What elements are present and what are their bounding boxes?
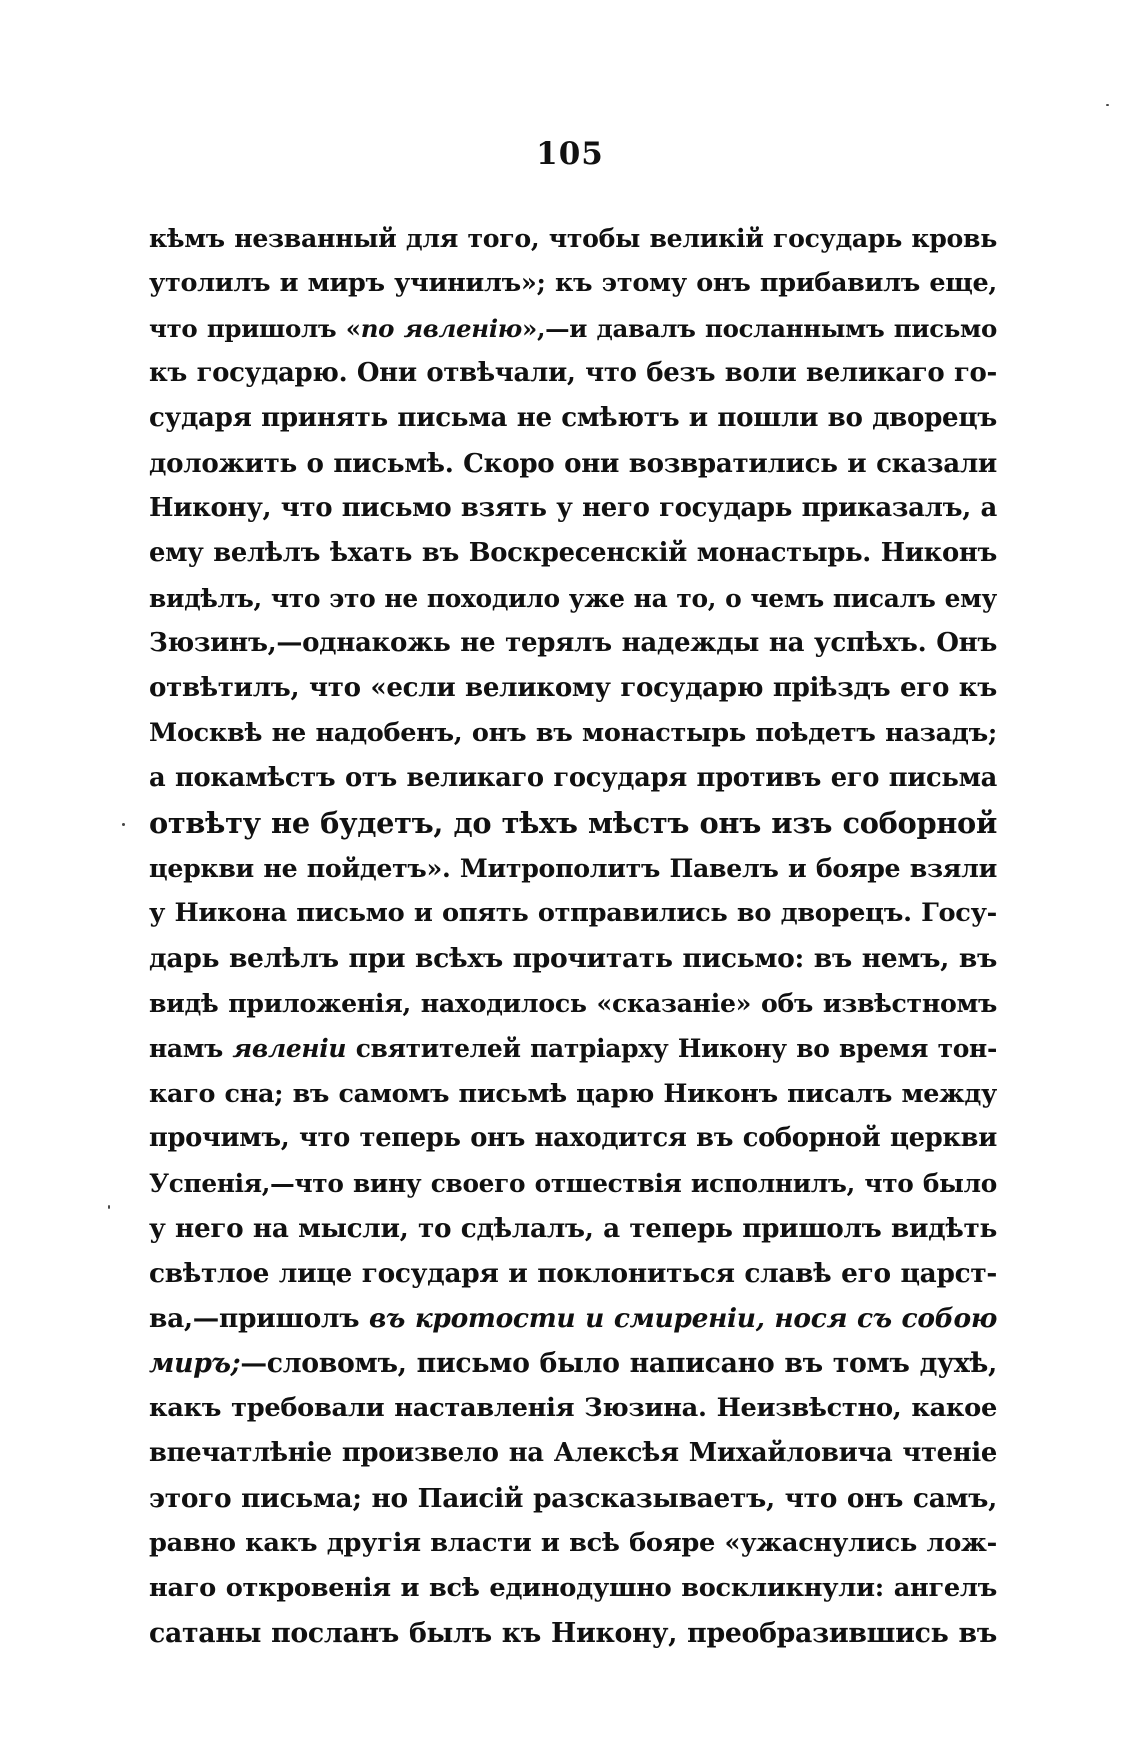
text-line	[149, 261, 997, 306]
scan-speck	[108, 1205, 110, 1209]
text-line	[149, 1611, 997, 1656]
text-run: —словомъ, письмо было написано въ томъ духѣ,	[240, 1348, 997, 1379]
text-run: ему велѣлъ ѣхать въ Воскресенскій монастырь. Никонъ	[149, 538, 997, 568]
text-run: впечатлѣніе произвело на Алексѣя Михайловича чтеніе	[149, 1438, 997, 1468]
text-line	[149, 1431, 997, 1476]
text-run: кѣмъ незванный для того, чтобы великій государь кровь	[149, 223, 997, 253]
text-line	[149, 1476, 997, 1521]
text-run: этого письма; но Паисій разсказываетъ, что онъ самъ,	[149, 1483, 997, 1514]
text-run: Успенія,—что вину своего отшествія исполнилъ, что было	[149, 1169, 997, 1198]
text-line	[149, 1071, 997, 1116]
text-run: прочимъ, что теперь онъ находится въ соборной церкви	[149, 1123, 997, 1153]
text-line	[149, 486, 997, 531]
text-run: что пришолъ «	[149, 314, 361, 343]
text-line	[149, 1341, 997, 1386]
text-run: какъ требовали наставленія Зюзина. Неизвѣстно, какое	[149, 1393, 997, 1423]
page-number: 105	[536, 136, 604, 172]
text-run: Никону, что письмо взять у него государь приказалъ, а	[149, 493, 997, 523]
text-run: сударя принять письма не смѣютъ и пошли во дворецъ	[149, 403, 997, 433]
text-line	[149, 1521, 997, 1566]
text-line	[149, 936, 997, 981]
italic-text: миръ;	[149, 1348, 241, 1379]
text-run: доложить о письмѣ. Скоро они возвратились и сказали	[149, 448, 997, 479]
text-run: видѣ приложенія, находилось «сказаніе» объ извѣстномъ	[149, 988, 997, 1018]
text-line	[149, 621, 997, 666]
text-run: каго сна; въ самомъ письмѣ царю Никонъ писалъ между	[149, 1078, 997, 1108]
text-line	[149, 711, 997, 756]
text-run: свѣтлое лице государя и поклониться славѣ его царст-	[149, 1258, 997, 1289]
text-run: а покамѣстъ отъ великаго государя противъ его письма	[149, 763, 997, 793]
text-line	[149, 441, 997, 486]
text-run: наго откровенія и всѣ единодушно воскликнули: ангелъ	[149, 1573, 997, 1603]
text-line	[149, 801, 997, 846]
text-run: утолилъ и миръ учинилъ»; къ этому онъ прибавилъ еще,	[149, 268, 997, 298]
text-line	[149, 396, 997, 441]
scan-speck	[122, 823, 125, 826]
text-line	[149, 1296, 997, 1341]
text-line	[149, 351, 997, 396]
italic-text: въ кротости и смиреніи, нося съ собою	[369, 1303, 997, 1334]
body-text	[149, 216, 997, 1656]
text-run: видѣлъ, что это не походило уже на то, о чемъ писалъ ему	[149, 584, 997, 613]
text-run: дарь велѣлъ при всѣхъ прочитать письмо: въ немъ, въ	[149, 943, 997, 974]
text-line	[149, 846, 997, 891]
text-run: Москвѣ не надобенъ, онъ въ монастырь поѣдетъ назадъ;	[149, 718, 997, 748]
text-run: отвѣту не будетъ, до тѣхъ мѣстъ онъ изъ соборной	[149, 806, 997, 840]
text-run: у него на мысли, то сдѣлалъ, а теперь пришолъ видѣть	[149, 1213, 997, 1244]
text-line	[149, 1566, 997, 1611]
text-line	[149, 216, 997, 261]
text-run: церкви не пойдетъ». Митрополитъ Павелъ и бояре взяли	[149, 853, 997, 883]
text-line	[149, 756, 997, 801]
text-run: къ государю. Они отвѣчали, что безъ воли великаго го-	[149, 358, 997, 388]
text-line	[149, 576, 997, 621]
italic-text: явленіи	[232, 1034, 347, 1063]
text-line	[149, 1161, 997, 1206]
text-line	[149, 1026, 997, 1071]
text-line	[149, 1206, 997, 1251]
italic-text: по явленію	[360, 314, 522, 343]
text-line	[149, 666, 997, 711]
text-run: сатаны посланъ былъ къ Никону, преобразившись въ	[149, 1618, 997, 1649]
text-run: намъ	[149, 1034, 233, 1063]
text-run: ва,—пришолъ	[149, 1303, 370, 1334]
text-run: равно какъ другія власти и всѣ бояре «ужаснулись лож-	[149, 1528, 997, 1558]
scan-speck	[1106, 104, 1109, 106]
text-line	[149, 1251, 997, 1296]
text-run: у Никона письмо и опять отправились во дворецъ. Госу-	[149, 898, 997, 928]
text-line	[149, 891, 997, 936]
text-run: отвѣтилъ, что «если великому государю пріѣздъ его къ	[149, 673, 997, 703]
text-run: »,—и давалъ посланнымъ письмо	[521, 314, 997, 343]
text-line	[149, 1386, 997, 1431]
text-line	[149, 981, 997, 1026]
text-line	[149, 306, 997, 351]
text-line	[149, 1116, 997, 1161]
text-line	[149, 531, 997, 576]
text-run: Зюзинъ,—однакожь не терялъ надежды на успѣхъ. Онъ	[149, 628, 997, 658]
text-run: святителей патріарху Никону во время тон-	[346, 1034, 997, 1063]
